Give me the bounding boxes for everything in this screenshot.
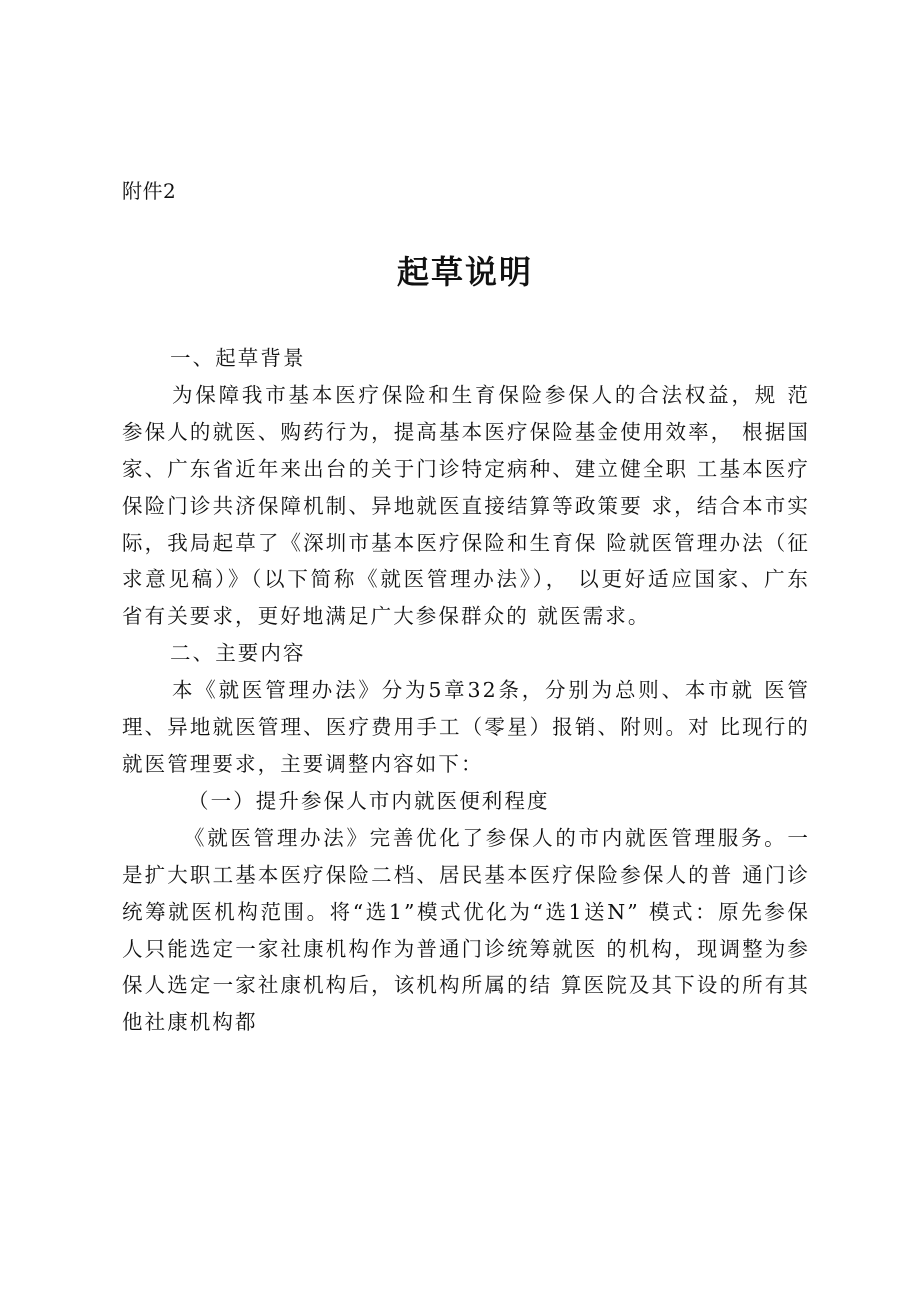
- subsection-paragraph-convenience: 《就医管理办法》完善优化了参保人的市内就医管理服务。一是扩大职工基本医疗保险二档、居民基本医疗保险参保人的普 通门诊统筹就医机构范围。将“选1”模式优化为“选1送N” 模式：原先参保人只能选定一家社康机构作为普通门诊统筹就医 的机构，现调整为参保人选定一家社康机构后，该机构所属的结 算医院及其下设的所有其他社康机构都: [122, 825, 810, 1035]
- document-body: [122, 340, 810, 1041]
- subsection-heading-convenience: （一）提升参保人市内就医便利程度: [188, 788, 550, 813]
- section-paragraph-main-content: 本《就医管理办法》分为5章32条，分别为总则、本市就 医管理、异地就医管理、医疗费用手工（零星）报销、附则。对 比现行的就医管理要求，主要调整内容如下：: [122, 678, 810, 776]
- attachment-label: 附件2: [122, 179, 177, 203]
- page-title: 起草说明: [396, 253, 533, 291]
- section-paragraph-background: 为保障我市基本医疗保险和生育保险参保人的合法权益，规 范参保人的就医、购药行为，提高基本医疗保险基金使用效率， 根据国家、广东省近年来出台的关于门诊特定病种、建立健全职 工基本医疗保险门诊共济保障机制、异地就医直接结算等政策要 求，结合本市实际，我局起草了《深圳市基本医疗保险和生育保 险就医管理办法（征求意见稿）》（以下简称《就医管理办法》）， 以更好适应国家、广东省有关要求，更好地满足广大参保群众的 就医需求。: [122, 382, 810, 629]
- section-heading-main-content: 二、主要内容: [170, 641, 306, 666]
- section-heading-background: 一、起草背景: [170, 346, 306, 370]
